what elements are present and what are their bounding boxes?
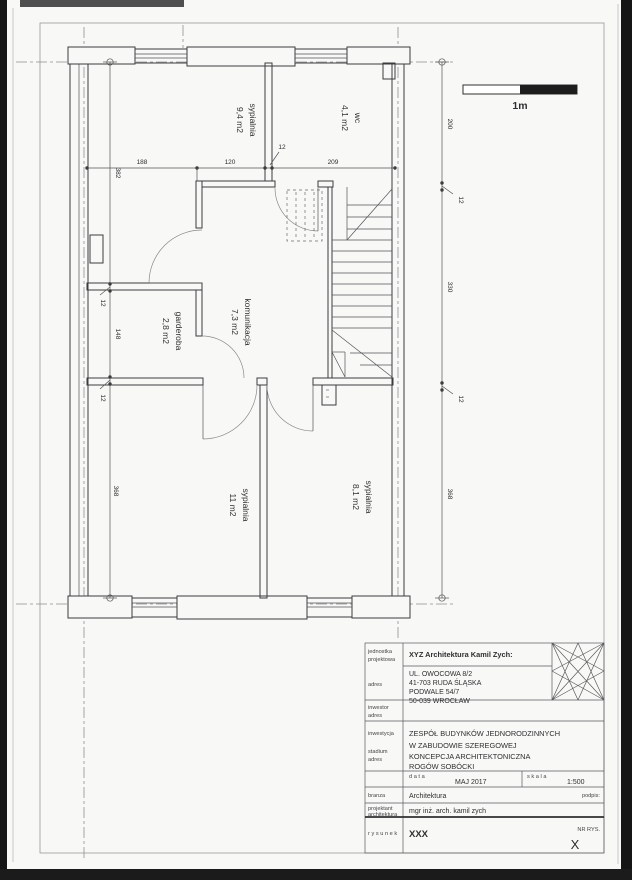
dim-label: 12 [457, 395, 464, 403]
room-name-wc: wc [353, 112, 363, 124]
room-name-hall: komunikacja [243, 298, 253, 346]
photo-edge-left [0, 0, 7, 880]
label-adres: adres [368, 682, 382, 688]
dim-label: 200 [446, 118, 453, 130]
room-area-wardrobe: 2,8 m2 [161, 318, 171, 344]
label-stadium: stadium [368, 749, 388, 755]
investment-line: ROGÓW SOBÓCKI [409, 762, 475, 771]
label-data: data [409, 774, 427, 780]
designer-value: mgr inż. arch. kamil zych [409, 808, 487, 815]
branch-value: Architektura [409, 793, 447, 800]
label-skala: skala [527, 774, 549, 780]
photo-edge-right [621, 0, 632, 880]
room-area-hall: 7,3 m2 [230, 309, 240, 335]
drawing-number: X [570, 837, 580, 852]
firm-name: XYZ Architektura Kamil Zych: [409, 650, 513, 659]
label-inwestycja: inwestycja [368, 731, 394, 737]
investment-line: ZESPÓŁ BUDYNKÓW JEDNORODZINNYCH [409, 729, 561, 738]
dim-label: 12 [278, 144, 286, 151]
dim-label: 120 [224, 159, 236, 166]
investment-line: W ZABUDOWIE SZEREGOWEJ [409, 741, 517, 750]
dim-label: 12 [99, 299, 106, 307]
firm-address-line: UL. OWOCOWA 8/2 [409, 671, 473, 678]
dim-label: 12 [99, 394, 106, 402]
label-projektant: projektant [368, 806, 393, 812]
label-branza: branza [368, 793, 386, 799]
dim-label: 12 [457, 196, 464, 204]
room-area-wc: 4,1 m2 [340, 105, 350, 131]
room-area-bedroom1: 9,4 m2 [235, 107, 245, 133]
dim-label: 148 [114, 328, 121, 340]
paper [7, 0, 621, 869]
room-name-bedroom1: sypialnia [248, 103, 258, 137]
dim-label: 330 [446, 281, 453, 293]
drawing-name: XXX [409, 829, 429, 840]
room-area-bedroom3: 8,1 m2 [351, 484, 361, 510]
scale-value: 1:500 [567, 779, 585, 786]
label-stadium-adres: adres [368, 757, 382, 763]
date-value: MAJ 2017 [455, 779, 487, 786]
label-podpis: podpis: [581, 793, 600, 799]
label-projektowa: projektowa [368, 657, 396, 663]
dim-label: 368 [446, 488, 453, 500]
label-nr-rys: NR RYS. [577, 827, 600, 833]
room-area-bedroom2: 11 m2 [228, 493, 238, 517]
room-name-bedroom2: sypialnia [241, 488, 251, 522]
label-architektura: architektura [368, 812, 398, 818]
label-inwestor: inwestor [368, 705, 389, 711]
room-name-bedroom3: sypialnia [364, 480, 374, 514]
label-rysunek: rysunek [368, 831, 399, 837]
dim-label: 209 [327, 159, 339, 166]
firm-address-line: 50-039 WROCŁAW [409, 698, 470, 705]
dim-label: 382 [114, 167, 121, 179]
dim-label: 188 [136, 159, 148, 166]
photo-edge-bottom [0, 869, 632, 880]
scale-bar-label: 1m [512, 100, 528, 112]
dim-label: 368 [112, 485, 119, 497]
label-jednostka: jednostka [368, 649, 392, 655]
label-inwestor-adres: adres [368, 713, 382, 719]
room-name-wardrobe: garderoba [174, 311, 184, 351]
investment-line: KONCEPCJA ARCHITEKTONICZNA [409, 752, 531, 761]
firm-address-line: PODWALE 54/7 [409, 689, 460, 696]
scan-artifact-bar [20, 0, 184, 7]
firm-address-line: 41-703 RUDA ŚLĄSKA [409, 680, 482, 687]
